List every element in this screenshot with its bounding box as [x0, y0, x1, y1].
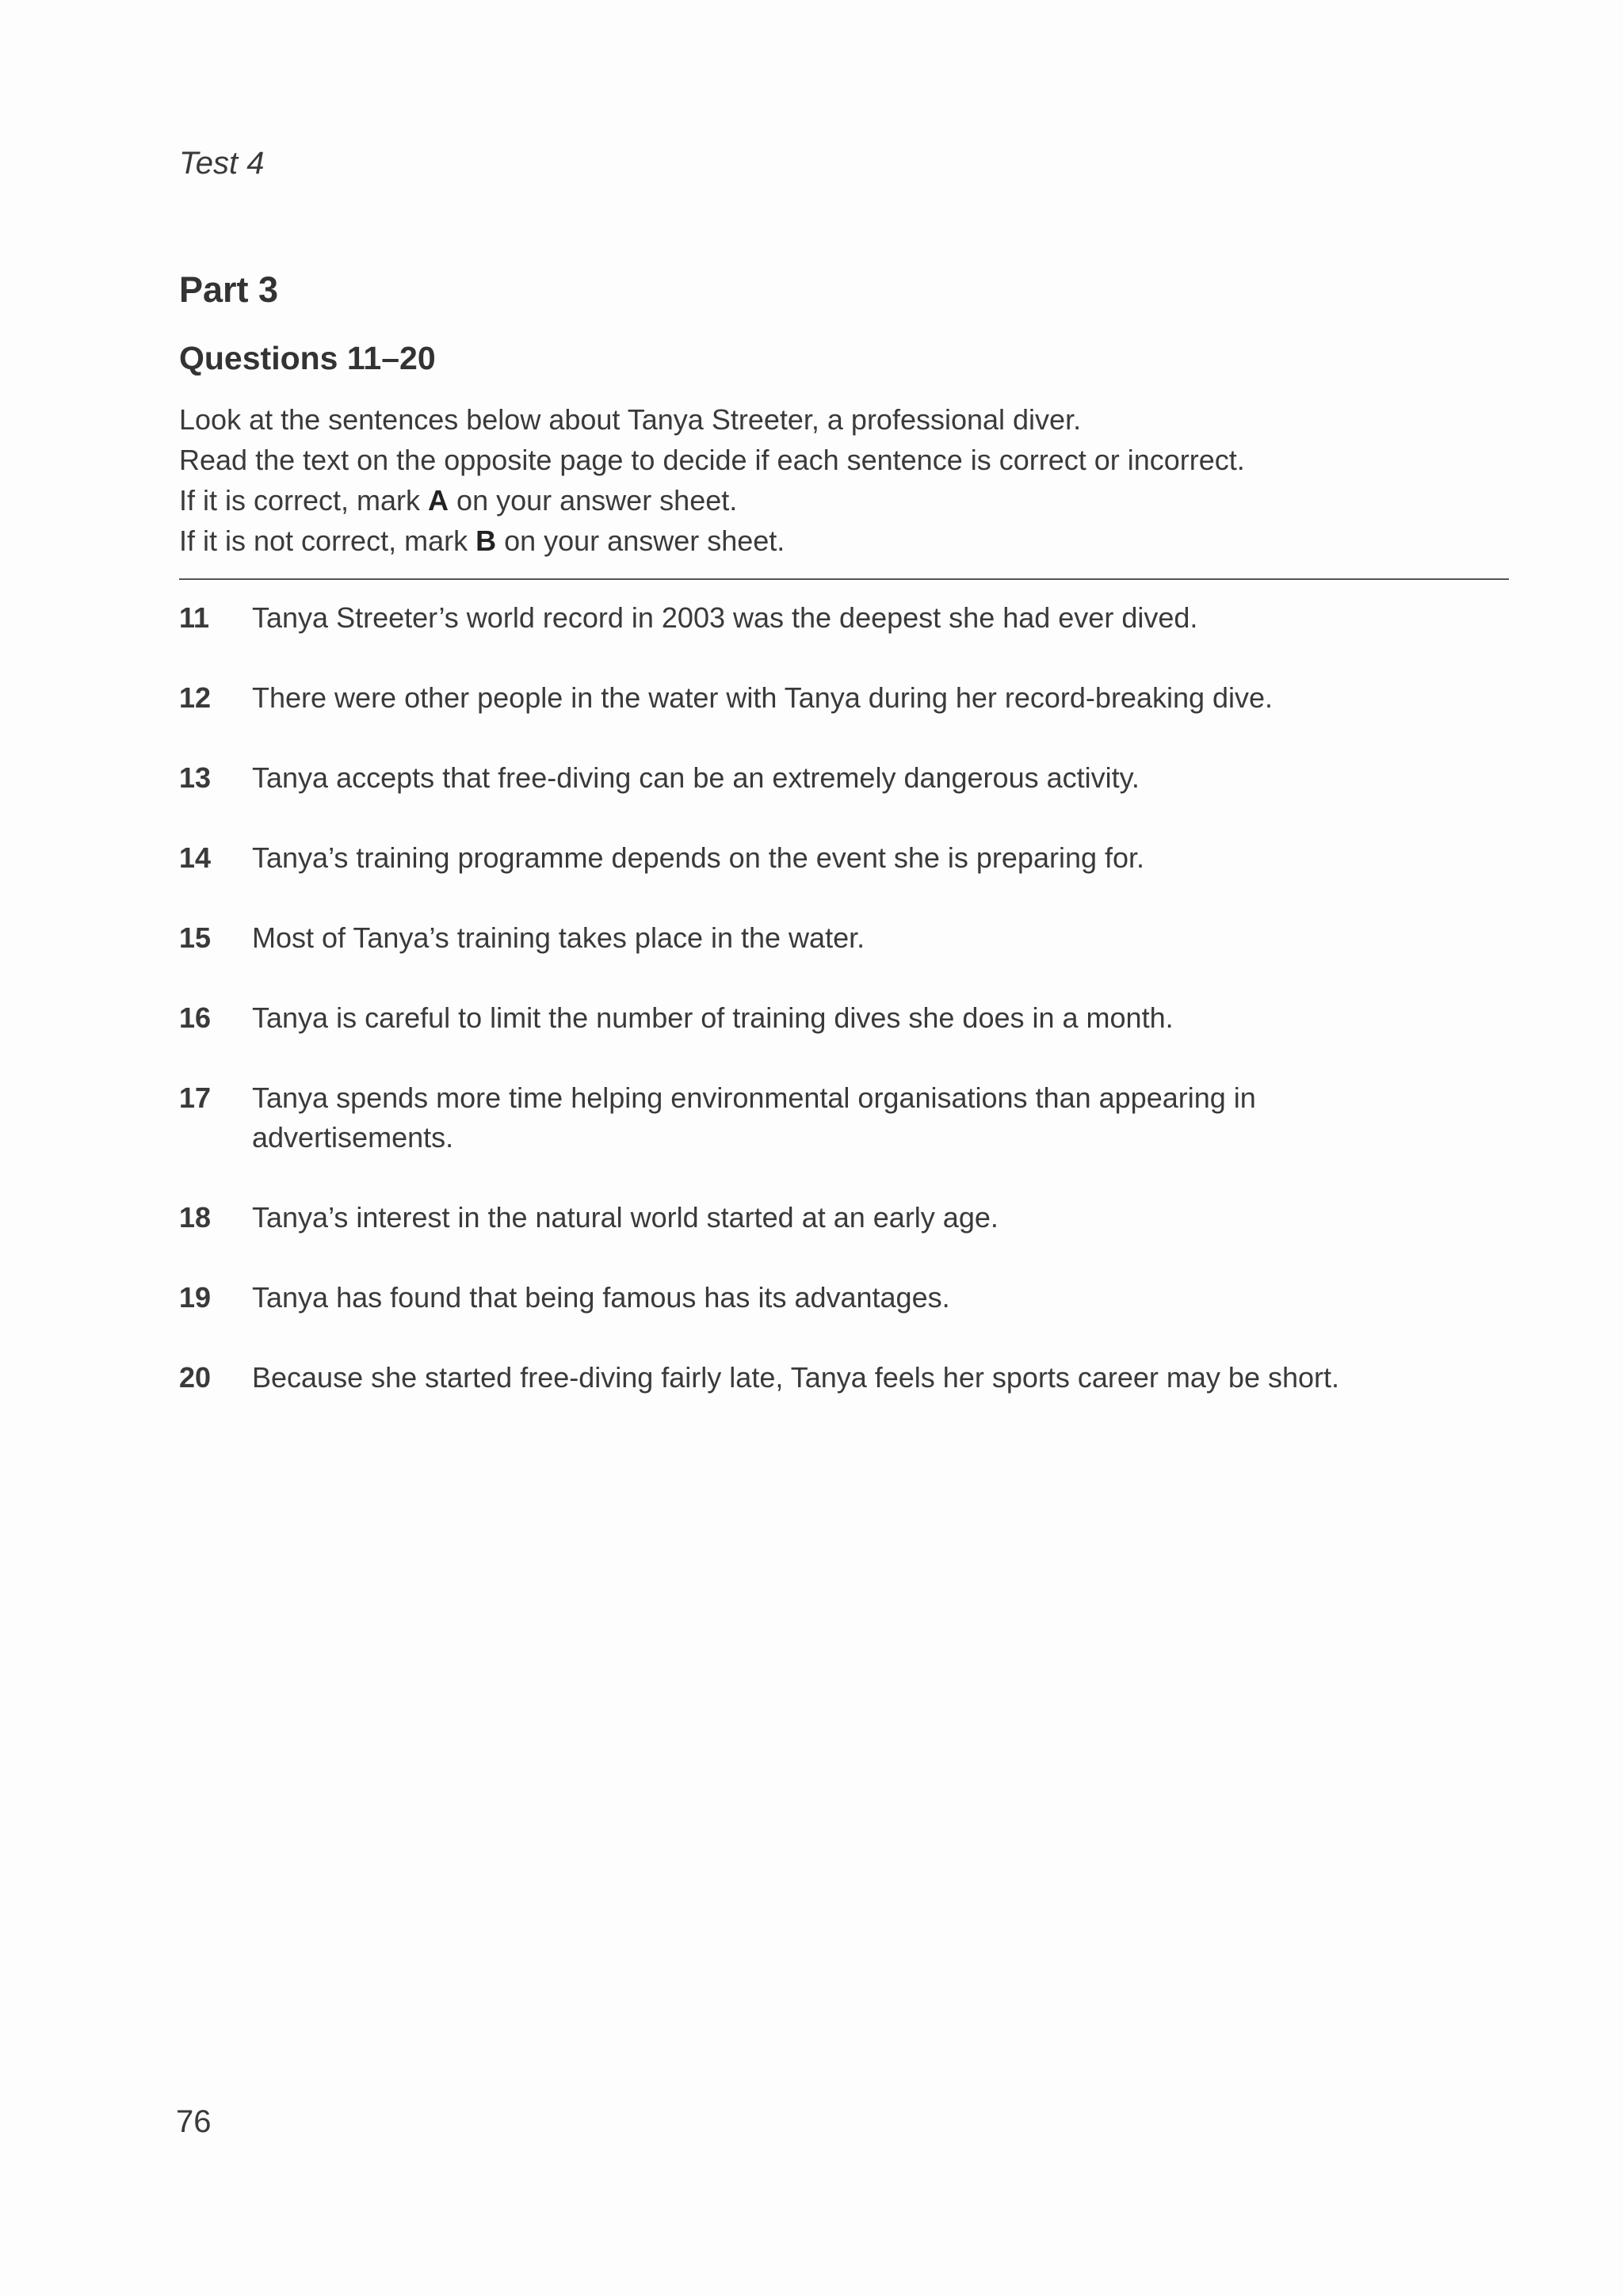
question-number: 13	[179, 761, 212, 794]
question-number: 17	[179, 1081, 212, 1114]
page-number: 76	[176, 2104, 212, 2139]
questions-range-title: Questions 11–20	[179, 340, 436, 376]
instruction-line-4-tail: on your answer sheet.	[496, 524, 785, 557]
question-number: 15	[179, 921, 212, 954]
question-number: 18	[179, 1201, 212, 1234]
answer-letter-b: B	[475, 524, 497, 557]
question-text: There were other people in the water with Tanya during her record-breaking dive.	[252, 681, 1274, 714]
question-number: 19	[179, 1281, 212, 1314]
instruction-line-1: Look at the sentences below about Tanya Streeter, a professional diver.	[179, 403, 1082, 436]
instruction-line-3-tail: on your answer sheet.	[449, 484, 738, 517]
instruction-line-3	[179, 480, 1510, 521]
question-number: 12	[179, 681, 212, 714]
instructions	[179, 399, 1510, 561]
question-number: 11	[179, 601, 210, 634]
question-text: Tanya spends more time helping environmental organisations than appearing in advertisements.	[252, 1081, 1256, 1154]
question-number: 20	[179, 1361, 212, 1394]
running-header: Test 4	[179, 146, 265, 181]
question-text: Tanya accepts that free-diving can be an extremely dangerous activity.	[252, 761, 1140, 794]
question-text: Tanya has found that being famous has its advantages.	[252, 1281, 950, 1314]
question-text: Tanya’s training programme depends on the event she is preparing for.	[252, 841, 1145, 874]
answer-letter-a: A	[428, 484, 449, 517]
instruction-line-4	[179, 521, 1510, 561]
question-number: 14	[179, 841, 212, 874]
question-text: Because she started free-diving fairly late, Tanya feels her sports career may be short.	[252, 1361, 1340, 1394]
question-text: Tanya Streeter’s world record in 2003 was the deepest she had ever dived.	[252, 601, 1198, 634]
instruction-line-4-text: If it is not correct, mark	[179, 524, 476, 557]
question-text: Tanya’s interest in the natural world started at an early age.	[252, 1201, 999, 1234]
question-text: Tanya is careful to limit the number of training dives she does in a month.	[252, 1001, 1174, 1034]
instruction-line-3-text: If it is correct, mark	[179, 484, 429, 517]
question-number: 16	[179, 1001, 212, 1034]
section-divider	[179, 578, 1509, 580]
question-text: Most of Tanya’s training takes place in the water.	[252, 921, 865, 954]
instruction-line-2: Read the text on the opposite page to decide if each sentence is correct or incorrect.	[179, 444, 1245, 476]
part-title: Part 3	[179, 269, 279, 310]
